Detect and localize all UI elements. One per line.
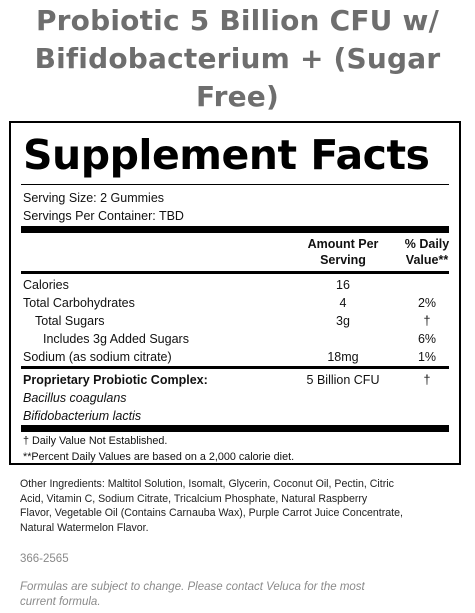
dv-header-line: Value** — [405, 253, 449, 267]
footnote: **Percent Daily Values are based on a 2,000 calorie diet. — [23, 451, 295, 463]
row-amount: 4 — [339, 296, 347, 310]
supplement-facts-panel — [9, 121, 461, 465]
product-title — [0, 2, 475, 116]
row-name: Calories — [23, 278, 69, 292]
disclaimer-line: current formula. — [20, 596, 101, 608]
amount-header-line: Serving — [320, 253, 366, 267]
divider-medium — [21, 366, 449, 369]
row-amount: 16 — [336, 278, 350, 292]
servings-per-container: Servings Per Container: TBD — [23, 209, 184, 223]
ingredients-line: Other Ingredients: Maltitol Solution, Isomalt, Glycerin, Coconut Oil, Pectin, Citric — [20, 478, 394, 490]
daily-value-header — [395, 236, 459, 268]
strain-name: Bacillus coagulans — [23, 391, 127, 405]
disclaimer-line: Formulas are subject to change. Please contact Veluca for the most — [20, 581, 365, 593]
serving-size: Serving Size: 2 Gummies — [23, 191, 165, 205]
row-dv: 6% — [417, 332, 437, 346]
product-title-line: Bifidobacterium + (Sugar — [34, 42, 441, 75]
strain-name: Bifidobacterium lactis — [23, 409, 142, 423]
row-amount: 18mg — [327, 350, 359, 364]
item-number: 366-2565 — [20, 553, 69, 565]
amount-per-serving-header — [287, 236, 399, 268]
row-dv: † — [423, 314, 431, 328]
row-dv: 2% — [417, 296, 437, 310]
row-amount: 3g — [336, 314, 350, 328]
divider-medium — [21, 271, 449, 274]
proprietary-blend-amount: 5 Billion CFU — [306, 373, 380, 387]
ingredients-line: Natural Watermelon Flavor. — [20, 521, 149, 534]
amount-header-line: Amount Per — [307, 237, 379, 251]
dv-header-line: % Daily — [404, 237, 450, 251]
facts-heading: Supplement Facts — [23, 131, 430, 179]
divider — [21, 184, 449, 185]
formula-disclaimer — [20, 580, 460, 610]
ingredients-line: Flavor, Vegetable Oil (Contains Carnauba Wax), Purple Carrot Juice Concentrate, — [20, 507, 403, 520]
row-name: Includes 3g Added Sugars — [43, 332, 189, 346]
proprietary-blend-name: Proprietary Probiotic Complex: — [23, 373, 208, 387]
row-name: Sodium (as sodium citrate) — [23, 350, 172, 364]
product-title-line: Free) — [196, 80, 279, 113]
product-title-line: Probiotic 5 Billion CFU w/ — [35, 4, 440, 37]
proprietary-blend-dv: † — [423, 373, 431, 387]
other-ingredients — [20, 477, 460, 535]
row-name: Total Sugars — [35, 314, 105, 328]
divider-thick — [21, 425, 449, 432]
ingredients-line: Acid, Vitamin C, Sodium Citrate, Tricalcium Phosphate, Natural Raspberry — [20, 492, 368, 505]
divider-thick — [21, 226, 449, 233]
footnote: † Daily Value Not Established. — [23, 435, 168, 447]
row-dv: 1% — [417, 350, 437, 364]
row-name: Total Carbohydrates — [23, 296, 135, 310]
